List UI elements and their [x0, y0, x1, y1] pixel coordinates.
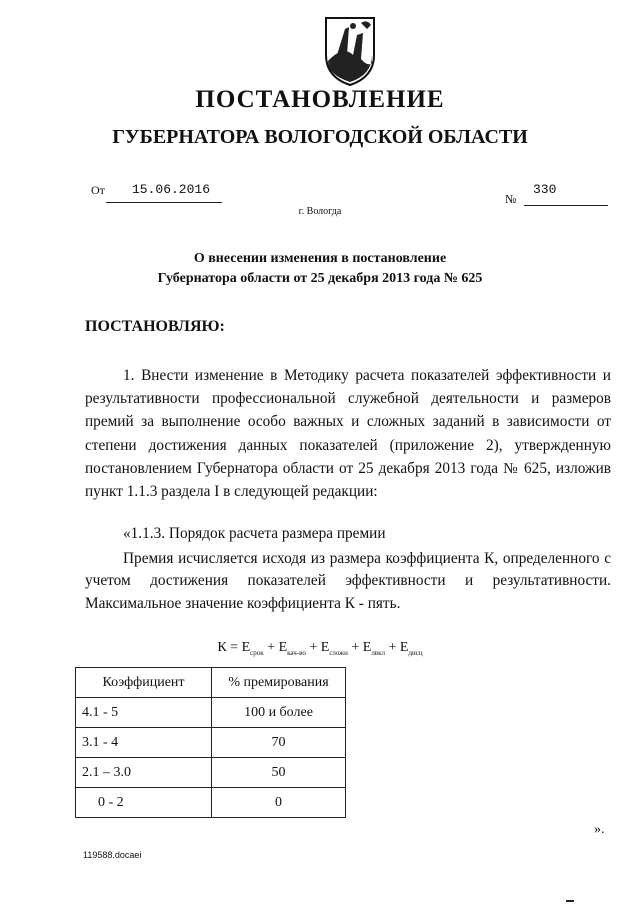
table-header-coefficient: Коэффициент [76, 668, 212, 698]
rule-heading: «1.1.3. Порядок расчета размера премии [123, 525, 386, 542]
table-row [76, 758, 346, 788]
table-row [76, 698, 346, 728]
end-quote: ». [594, 822, 605, 837]
paragraph-1 [85, 364, 611, 503]
table-cell-range: 2.1 – 3.0 [76, 758, 212, 788]
date-value: 15.06.2016 [132, 182, 211, 197]
table-cell-range: 0 - 2 [76, 788, 212, 818]
table-cell-percent: 70 [212, 728, 346, 758]
decree-heading: ПОСТАНОВЛЯЮ: [85, 318, 225, 335]
table-header-row [76, 668, 346, 698]
formula-term: $Е_{кач-во}$ [278, 640, 306, 657]
date-label: От [91, 183, 105, 197]
formula-lhs: К = [217, 640, 242, 655]
table-row [76, 728, 346, 758]
table-row [76, 788, 346, 818]
formula-term: $Е_{дисц}$ [399, 640, 423, 657]
scan-mark [566, 900, 574, 902]
document-title: ПОСТАНОВЛЕНИЕ [195, 86, 445, 113]
file-reference: 119588.docaei [83, 850, 142, 860]
table-cell-range: 3.1 - 4 [76, 728, 212, 758]
formula: $К = Е_{срок} + Е_{кач-во} + Е_{сложн} + Е_{лвкл} + Е_{дисц}$ [217, 640, 423, 657]
coat-of-arms-emblem [323, 15, 377, 87]
premium-paragraph: Премия исчисляется исходя из размера коэффициента К, определенного с учетом достижения показателей эффективности и результативности. Максимальное значение коэффициента К - пять. [85, 550, 611, 612]
city: г. Вологда [298, 206, 342, 217]
coefficient-table [75, 667, 346, 818]
number-label: № [505, 192, 517, 206]
formula-term: $Е_{лвкл}$ [362, 640, 386, 657]
table-cell-percent: 0 [212, 788, 346, 818]
table-cell-percent: 100 и более [212, 698, 346, 728]
table-header-percent: % премирования [212, 668, 346, 698]
paragraph-1-text: 1. Внести изменение в Методику расчета показателей эффективности и результативности профессиональной служебной деятельности и размеров премий за выполнение особо важных и сложных заданий в зависимости от степени достижения данных показателей (приложение 2), утвержденную постановлением Губернатора области от 25 декабря 2013 года № 625, изложив пункт 1.1.3 раздела I в следующей редакции: [85, 367, 611, 501]
subject-line-1: О внесении изменения в постановление [193, 251, 447, 266]
table-cell-range: 4.1 - 5 [76, 698, 212, 728]
document-subtitle: ГУБЕРНАТОРА ВОЛОГОДСКОЙ ОБЛАСТИ [112, 126, 528, 148]
number-value: 330 [533, 182, 557, 197]
table-cell-percent: 50 [212, 758, 346, 788]
formula-term: $Е_{сложн}$ [320, 640, 348, 657]
formula-term: $Е_{срок}$ [241, 640, 264, 657]
subject-line-2: Губернатора области от 25 декабря 2013 года № 625 [157, 271, 483, 286]
